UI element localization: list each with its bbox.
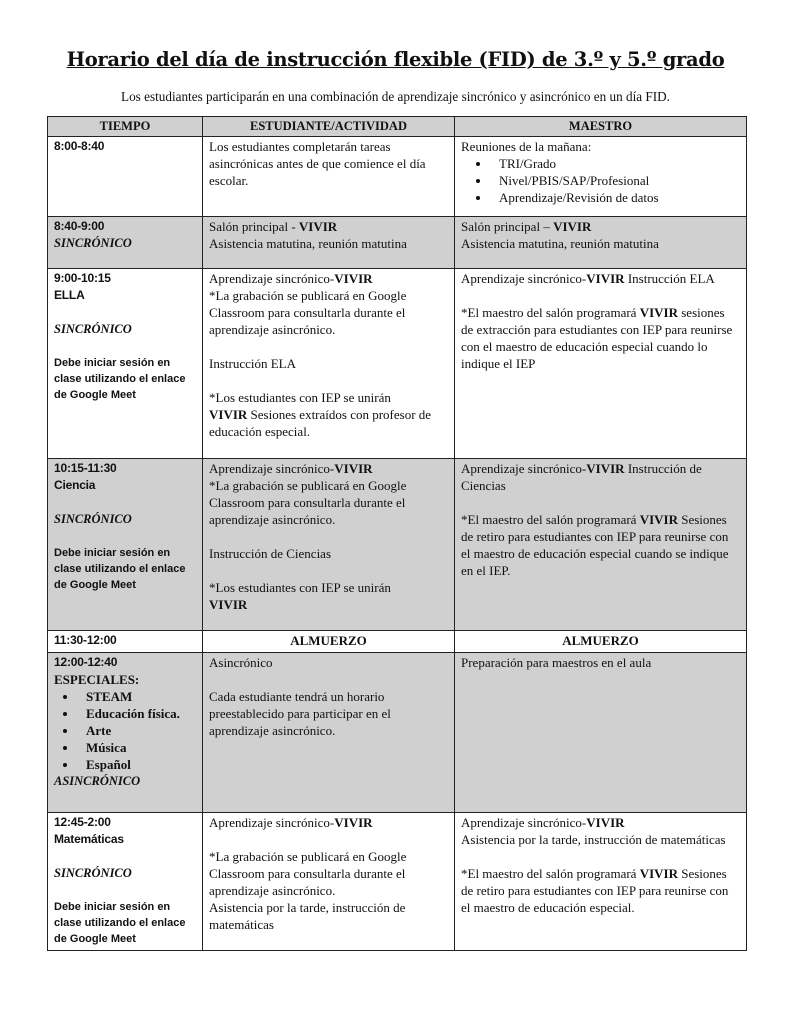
student-cell: Aprendizaje sincrónico-VIVIR *La grabación se publicará en Google Classroom para consultarla durante el aprendizaje asincrónico. Instrucción de Ciencias *Los estudiantes con IEP se unirán VIVIR: [203, 459, 455, 631]
time-cell: 12:00-12:40 ESPECIALES: • STEAM • Educación física. • Arte • Música • Español ASINCRÓNICO: [48, 653, 203, 813]
list-item: • Nivel/PBIS/SAP/Profesional: [491, 172, 740, 189]
table-row: [48, 269, 747, 459]
time-cell: 11:30-12:00: [48, 631, 203, 653]
student-cell: Asincrónico Cada estudiante tendrá un horario preestablecido para participar en el aprendizaje asincrónico.: [203, 653, 455, 813]
list-item: • Educación física.: [78, 705, 196, 722]
table-row: [48, 137, 747, 217]
list-item: • Español: [78, 756, 196, 773]
table-row: [48, 459, 747, 631]
table-row: [48, 653, 747, 813]
table-row-lunch: [48, 631, 747, 653]
time-cell: 8:00-8:40: [48, 137, 203, 217]
student-cell: Salón principal - VIVIR Asistencia matutina, reunión matutina: [203, 217, 455, 269]
student-cell: Aprendizaje sincrónico-VIVIR *La grabación se publicará en Google Classroom para consultarla durante el aprendizaje asincrónico. Asistencia por la tarde, instrucción de matemáticas: [203, 813, 455, 951]
header-tiempo: TIEMPO: [48, 117, 203, 137]
list-item: • TRI/Grado: [491, 155, 740, 172]
student-cell: Aprendizaje sincrónico-VIVIR *La grabación se publicará en Google Classroom para consultarla durante el aprendizaje asincrónico. Instrucción ELA *Los estudiantes con IEP se unirán VIVIR Sesiones extraídos con profesor de educación especial.: [203, 269, 455, 459]
schedule-table: [47, 116, 747, 951]
page-subtitle: Los estudiantes participarán en una combinación de aprendizaje sincrónico y asincrónico en un día FID.: [121, 89, 670, 104]
teacher-cell: Aprendizaje sincrónico-VIVIR Instrucción de Ciencias *El maestro del salón programará VIVIR Sesiones de retiro para estudiantes con IEP para reunirse con el maestro de educación especial cuando se indique en el IEP.: [455, 459, 747, 631]
table-row: [48, 217, 747, 269]
teacher-cell: Aprendizaje sincrónico-VIVIR Asistencia por la tarde, instrucción de matemáticas *El maestro del salón programará VIVIR Sesiones de retiro para estudiantes con IEP para reunirse con el maestro de educación especial.: [455, 813, 747, 951]
list-item: • Música: [78, 739, 196, 756]
teacher-cell: Aprendizaje sincrónico-VIVIR Instrucción ELA *El maestro del salón programará VIVIR sesiones de extracción para estudiantes con IEP para reunirse con el maestro de educación especial cuando lo indique el IEP: [455, 269, 747, 459]
teacher-cell: Reuniones de la mañana: • TRI/Grado • Nivel/PBIS/SAP/Profesional • Aprendizaje/Revisión de datos: [455, 137, 747, 217]
teacher-cell: ALMUERZO: [455, 631, 747, 653]
meeting-list: [461, 155, 740, 206]
table-row: [48, 813, 747, 951]
student-cell: Los estudiantes completarán tareas asincrónicas antes de que comience el día escolar.: [203, 137, 455, 217]
header-maestro: MAESTRO: [455, 117, 747, 137]
header-estudiante: ESTUDIANTE/ACTIVIDAD: [203, 117, 455, 137]
time-cell: 10:15-11:30 Ciencia SINCRÓNICO Debe iniciar sesión en clase utilizando el enlace de Google Meet: [48, 459, 203, 631]
teacher-cell: Salón principal – VIVIR Asistencia matutina, reunión matutina: [455, 217, 747, 269]
teacher-cell: Preparación para maestros en el aula: [455, 653, 747, 813]
list-item: • Aprendizaje/Revisión de datos: [491, 189, 740, 206]
list-item: • Arte: [78, 722, 196, 739]
list-item: • STEAM: [78, 688, 196, 705]
page-title: Horario del día de instrucción flexible (FID) de 3.º y 5.º grado: [66, 48, 725, 71]
student-cell: ALMUERZO: [203, 631, 455, 653]
time-cell: 12:45-2:00 Matemáticas SINCRÓNICO Debe iniciar sesión en clase utilizando el enlace de Google Meet: [48, 813, 203, 951]
time-cell: 8:40-9:00 SINCRÓNICO: [48, 217, 203, 269]
time-cell: 9:00-10:15 ELLA SINCRÓNICO Debe iniciar sesión en clase utilizando el enlace de Google Meet: [48, 269, 203, 459]
specials-list: [54, 688, 196, 773]
table-header-row: [48, 117, 747, 137]
